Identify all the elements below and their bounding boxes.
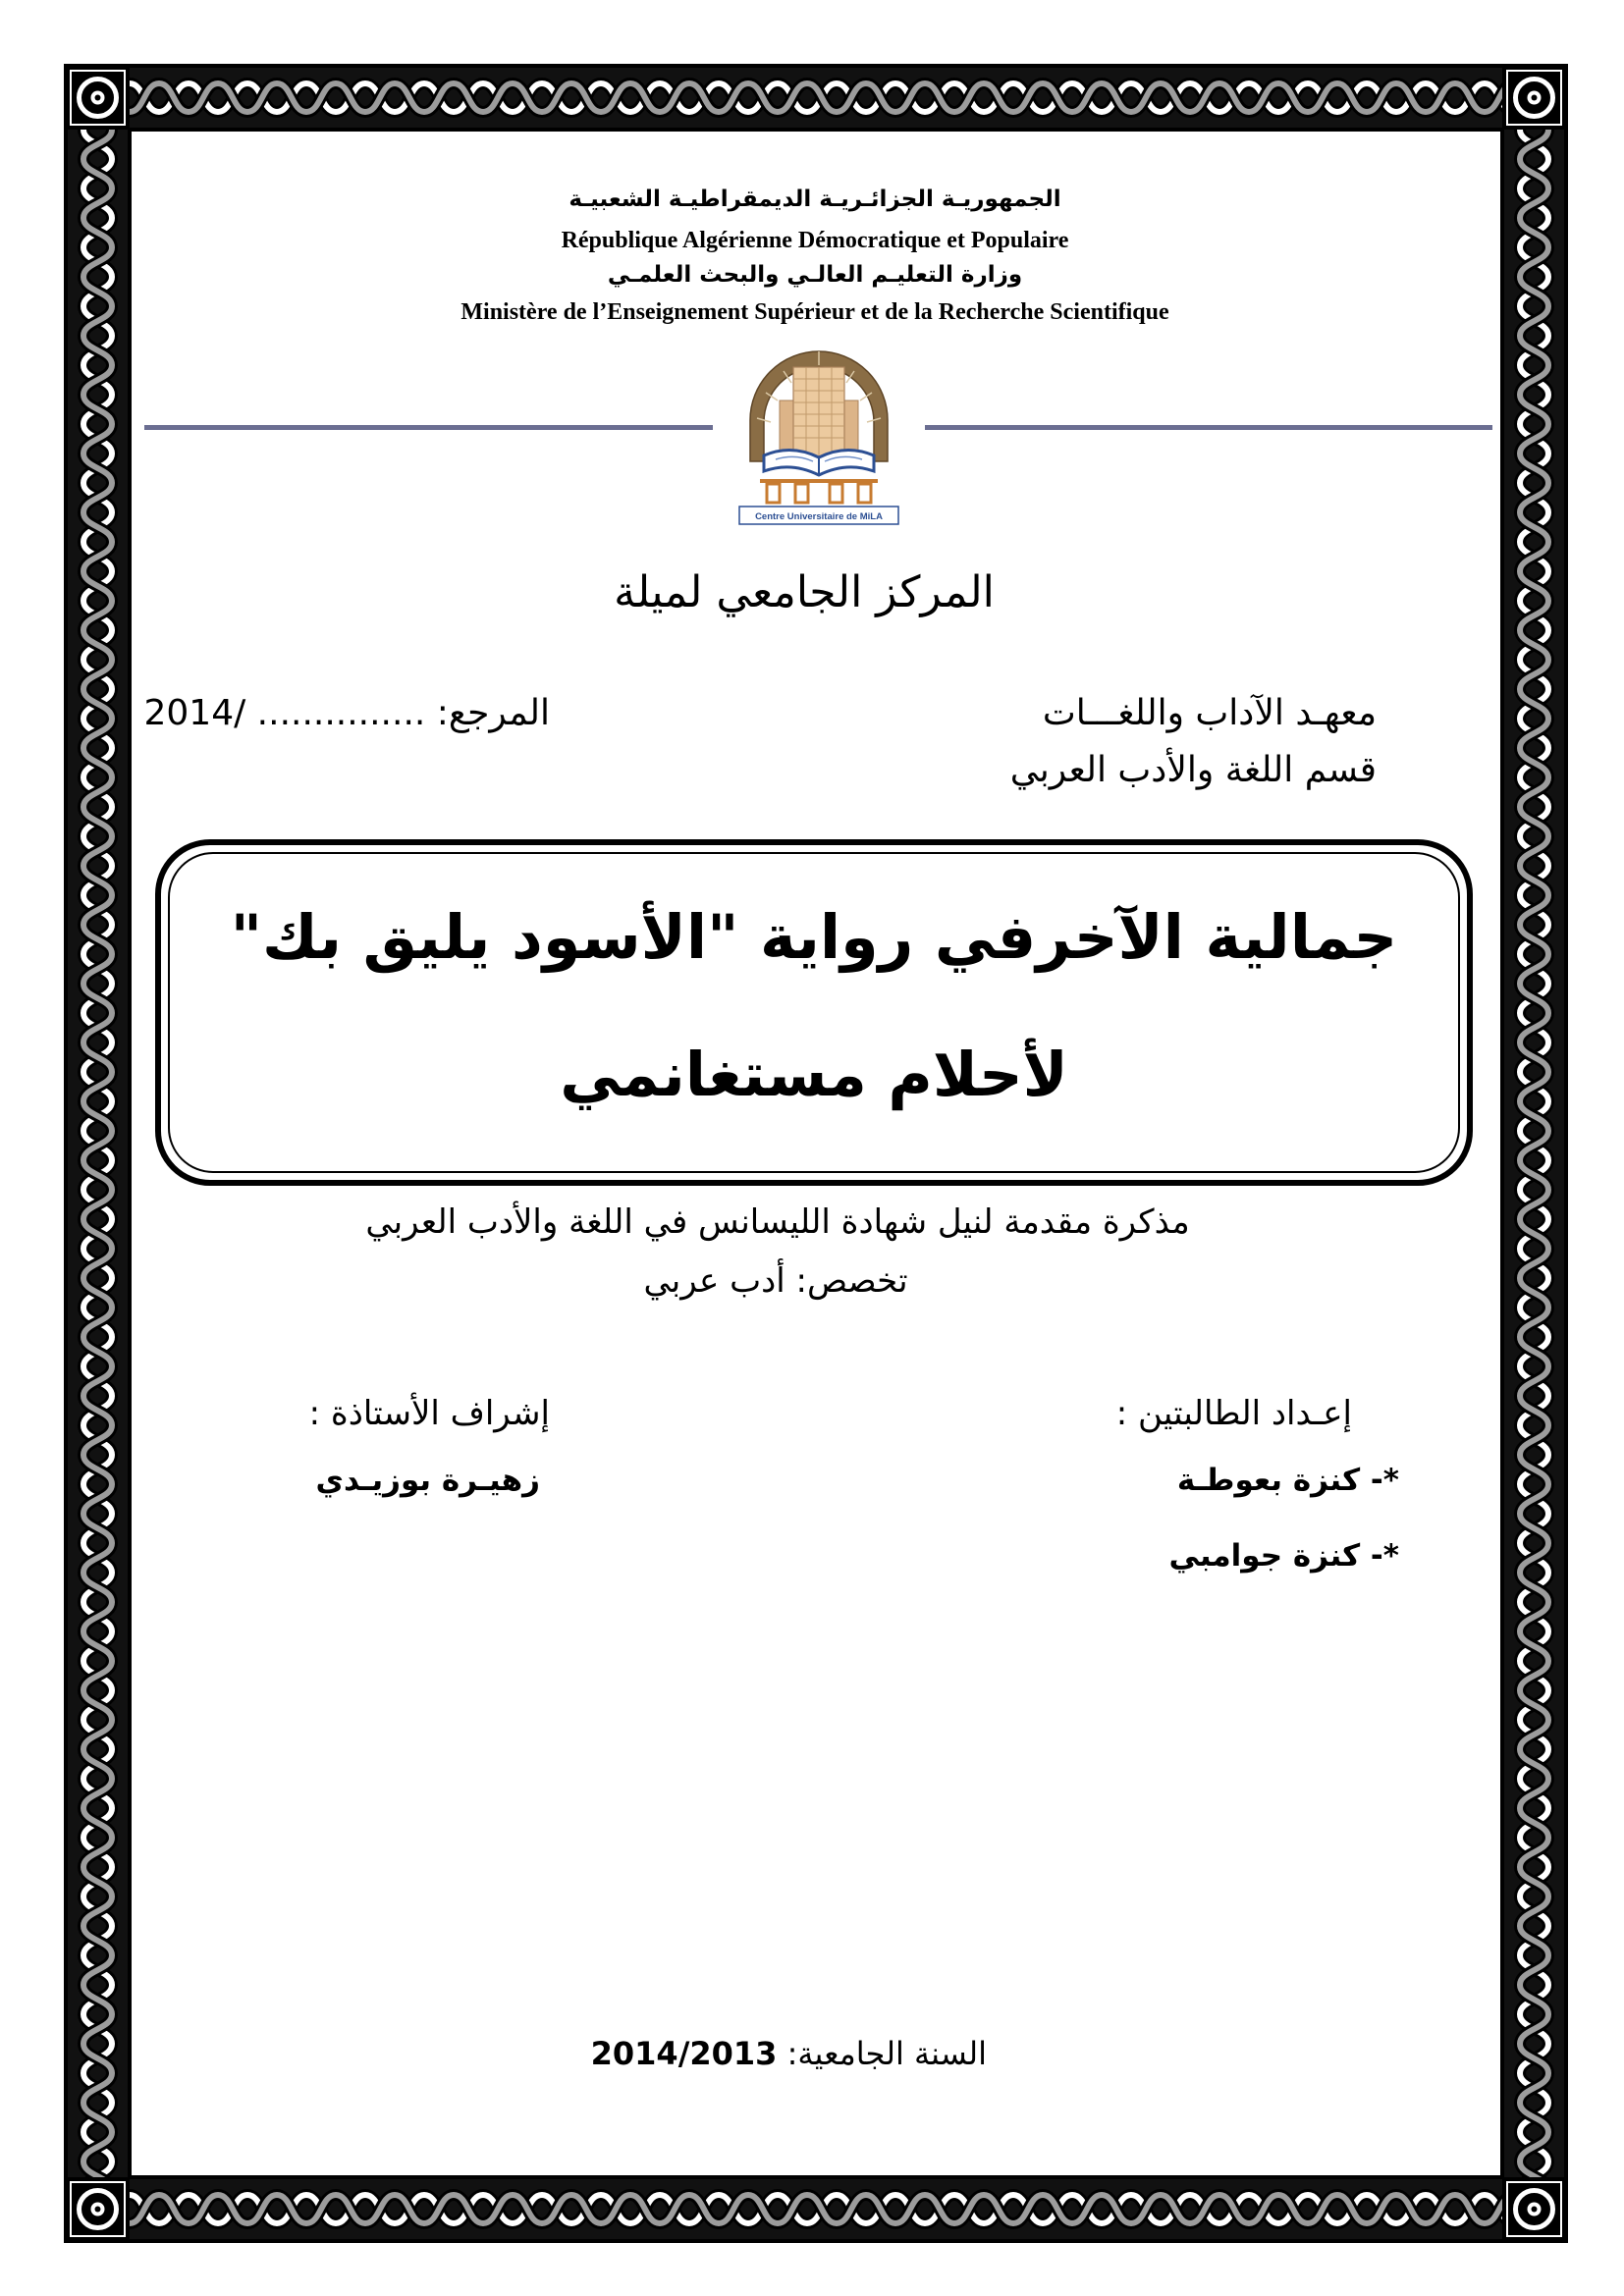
border-top-band [130,66,1502,130]
student-name-1: *- كنزة بعوطـة [1176,1463,1399,1498]
header-republic-fr: République Algérienne Démocratique et Populaire [561,228,1069,253]
border-right-band [1502,130,1566,2177]
reference-value: ............... /2014 [143,693,426,733]
academic-year-value: 2014/2013 [590,2035,778,2072]
corner-ornament-top-right [1502,66,1566,130]
thesis-title-line2: لأحلام مستغانمي [560,1039,1068,1110]
thesis-purpose: مذكرة مقدمة لنيل شهادة الليسانس في اللغة والأدب العربي [365,1202,1190,1242]
department-name: قسم اللغة والأدب العربي [1009,750,1377,790]
header-ministry-ar: وزارة التعليـم العالـي والبحث العلمـي [607,262,1023,288]
corner-ornament-bottom-right [1502,2177,1566,2241]
header-ministry-fr: Ministère de l’Enseignement Supérieur et de la Recherche Scientifique [460,299,1169,325]
header-republic-ar: الجمهوريـة الجزائـريـة الديمقراطيـة الشعبيـة [568,187,1061,212]
corner-ornament-bottom-left [66,2177,130,2241]
reference-label: المرجع: [436,693,550,733]
logo-caption: Centre Universitaire de MiLA [755,511,883,522]
border-bottom-band [130,2177,1502,2241]
supervisor-label: إشراف الأستاذة : [308,1394,550,1433]
academic-year-label: السنة الجامعية: [786,2035,987,2072]
thesis-title-line1: جمالية الآخرفي رواية "الأسود يليق بك" [230,901,1398,973]
header-rule-right [925,425,1492,430]
reference-line [59,687,550,740]
title-box [155,839,1473,1186]
thesis-specialty: تخصص: أدب عربي [643,1261,908,1301]
academic-year [476,2029,987,2078]
institution-name: المركز الجامعي لميلة [614,567,995,617]
border-left-band [66,130,130,2177]
student-name-2: *- كنزة جوامبي [1168,1538,1399,1574]
header-rule-left [144,425,713,430]
institute-name: معهـد الآداب واللغـــات [1042,693,1377,733]
corner-ornament-top-left [66,66,130,130]
students-label: إعـداد الطالبتين : [1115,1394,1352,1433]
university-logo [736,340,901,526]
supervisor-name: زهيـرة بوزيـدي [315,1463,540,1498]
